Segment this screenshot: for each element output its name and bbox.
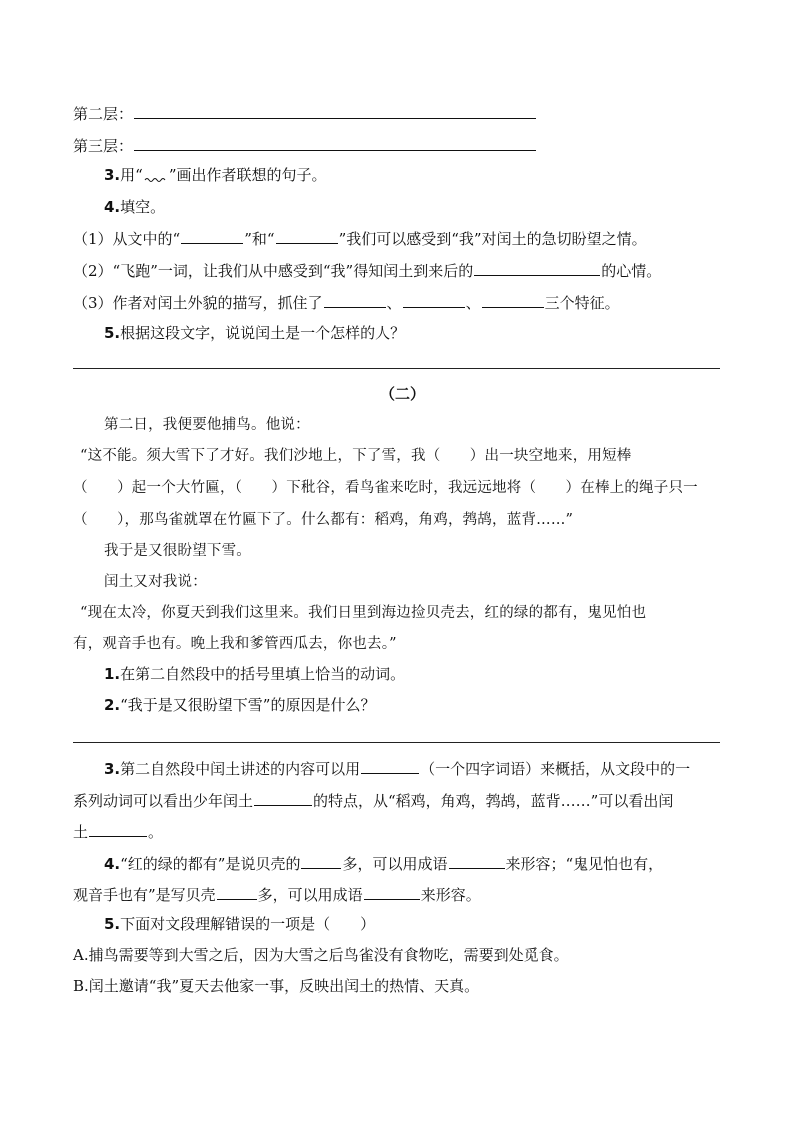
p2-question-5-number: 5. <box>104 915 121 933</box>
q4-2-blank[interactable] <box>474 260 600 276</box>
p2-question-1-text: 在第二自然段中的括号里填上恰当的动词。 <box>120 665 406 683</box>
p2-question-3-number: 3. <box>104 760 121 778</box>
p2-q4-text-1b: 多，可以用成语 <box>342 855 448 873</box>
passage-paragraph-3: 我于是又很盼望下雪。 <box>104 543 251 559</box>
layer3-answer-blank[interactable] <box>134 135 536 151</box>
wavy-underline-icon <box>143 170 169 182</box>
p2-q3-text-2b: 的特点，从“稻鸡，角鸡，鹁鸪，蓝背……”可以看出闰 <box>313 792 674 810</box>
p2-q3-text-3a: 土 <box>73 823 89 841</box>
question-4-3-row <box>73 292 620 313</box>
passage-paragraph-5-line-2: 有，观音手也有。晚上我和爹管西瓜去，你也去。” <box>73 636 397 652</box>
p2-q3-blank-1[interactable] <box>361 758 419 774</box>
p2-question-2-text: “我于是又很盼望下雪”的原因是什么？ <box>120 696 376 714</box>
layer3-label: 第三层： <box>73 137 134 155</box>
layer2-answer-blank[interactable] <box>134 103 536 119</box>
question-4-text: 填空。 <box>120 198 166 216</box>
layer2-label: 第二层： <box>73 105 134 123</box>
p2-question-4-line-1 <box>104 853 663 874</box>
p2-q4-blank-3[interactable] <box>217 884 257 900</box>
q4-1-blank-2[interactable] <box>276 228 338 244</box>
question-3-text-post: ”画出作者联想的句子。 <box>168 166 327 184</box>
p2-q4-blank-4[interactable] <box>364 884 420 900</box>
q4-3-blank-2[interactable] <box>403 292 465 308</box>
q4-3-blank-1[interactable] <box>324 292 386 308</box>
question-4-1-row <box>73 228 647 249</box>
passage-paragraph-2-line-3: （ ），那鸟雀就罩在竹匾下了。什么都有：稻鸡，角鸡，鹁鸪，蓝背……” <box>73 512 574 528</box>
p2-q4-text-2a: 观音手也有”是写贝壳 <box>73 886 216 904</box>
p2-question-4-line-2 <box>73 884 481 905</box>
p2-question-1-number: 1. <box>104 665 121 683</box>
p2-q4-text-2c: 来形容。 <box>420 886 481 904</box>
question-3-text-pre: 用“ <box>120 166 143 184</box>
p2-question-3-line-2 <box>73 790 673 811</box>
answer-line-q5[interactable] <box>73 368 720 369</box>
p2-question-5-row <box>104 914 375 934</box>
q4-3-text-a: （3）作者对闰土外貌的描写，抓住了 <box>73 294 323 312</box>
q4-3-text-b: 、 <box>386 294 402 312</box>
p2-q4-text-1a: “红的绿的都有”是说贝壳的 <box>120 855 301 873</box>
section-title: （二） <box>380 385 426 403</box>
q4-1-text-c: ”我们可以感受到“我”对闰土的急切盼望之情。 <box>338 230 647 248</box>
q4-2-text-a: （2）“飞跑”一词，让我们从中感受到“我”得知闰土到来后的 <box>73 262 474 280</box>
p2-q3-text-1b: （一个四字词语）来概括，从文段中的一 <box>420 760 691 778</box>
p2-question-4-number: 4. <box>104 855 121 873</box>
passage-paragraph-1: 第二日，我便要他捕鸟。他说： <box>104 417 310 433</box>
answer-line-p2-q2[interactable] <box>73 742 720 743</box>
p2-question-2-number: 2. <box>104 696 121 714</box>
question-3-row <box>104 165 326 185</box>
passage-paragraph-2-line-1: “这不能。须大雪下了才好。我们沙地上，下了雪，我（ ）出一块空地来，用短棒 <box>80 448 632 464</box>
layer3-row <box>73 135 537 156</box>
p2-question-2-row <box>104 695 375 715</box>
q4-1-blank-1[interactable] <box>181 228 243 244</box>
p2-q3-text-1a: 第二自然段中闰土讲述的内容可以用 <box>120 760 361 778</box>
p2-q4-text-2b: 多，可以用成语 <box>257 886 363 904</box>
q4-3-blank-3[interactable] <box>482 292 544 308</box>
p2-question-3-line-3 <box>73 821 163 842</box>
passage-paragraph-5-line-1: “现在太冷，你夏天到我们这里来。我们日里到海边捡贝壳去，红的绿的都有，鬼见怕也 <box>80 605 647 621</box>
p2-q4-blank-2[interactable] <box>449 853 505 869</box>
q4-1-text-a: （1）从文中的“ <box>73 230 181 248</box>
p2-q4-blank-1[interactable] <box>301 853 341 869</box>
q4-2-text-b: 的心情。 <box>601 262 662 280</box>
question-4-2-row <box>73 260 661 281</box>
question-4-row <box>104 197 165 217</box>
p2-q3-text-2a: 系列动词可以看出少年闰土 <box>73 792 254 810</box>
question-4-number: 4. <box>104 198 121 216</box>
question-3-number: 3. <box>104 166 121 184</box>
question-5-text: 根据这段文字，说说闰土是一个怎样的人？ <box>120 324 406 342</box>
p2-question-1-row <box>104 664 405 684</box>
layer2-row <box>73 103 537 124</box>
question-5-row <box>104 323 405 343</box>
p2-q4-text-1c: 来形容；“鬼见怕也有， <box>505 855 664 873</box>
p2-question-5-text: 下面对文段理解错误的一项是（ ） <box>120 915 376 933</box>
p2-question-3-line-1 <box>104 758 690 779</box>
q4-3-text-c: 、 <box>465 294 481 312</box>
p2-q3-text-3b: 。 <box>148 823 164 841</box>
q4-3-text-d: 三个特征。 <box>544 294 620 312</box>
option-b[interactable]: B.闰土邀请“我”夏天去他家一事，反映出闰土的热情、天真。 <box>73 977 480 995</box>
p2-q3-blank-3[interactable] <box>89 821 147 837</box>
passage-paragraph-4: 闰土又对我说： <box>104 574 207 590</box>
option-a[interactable]: A.捕鸟需要等到大雪之后，因为大雪之后鸟雀没有食物吃，需要到处觅食。 <box>73 946 569 964</box>
question-5-number: 5. <box>104 324 121 342</box>
passage-paragraph-2-line-2: （ ）起一个大竹匾，（ ）下秕谷，看鸟雀来吃时，我远远地将（ ）在棒上的绳子只一 <box>73 480 698 496</box>
p2-q3-blank-2[interactable] <box>254 790 312 806</box>
q4-1-text-b: ”和“ <box>244 230 275 248</box>
